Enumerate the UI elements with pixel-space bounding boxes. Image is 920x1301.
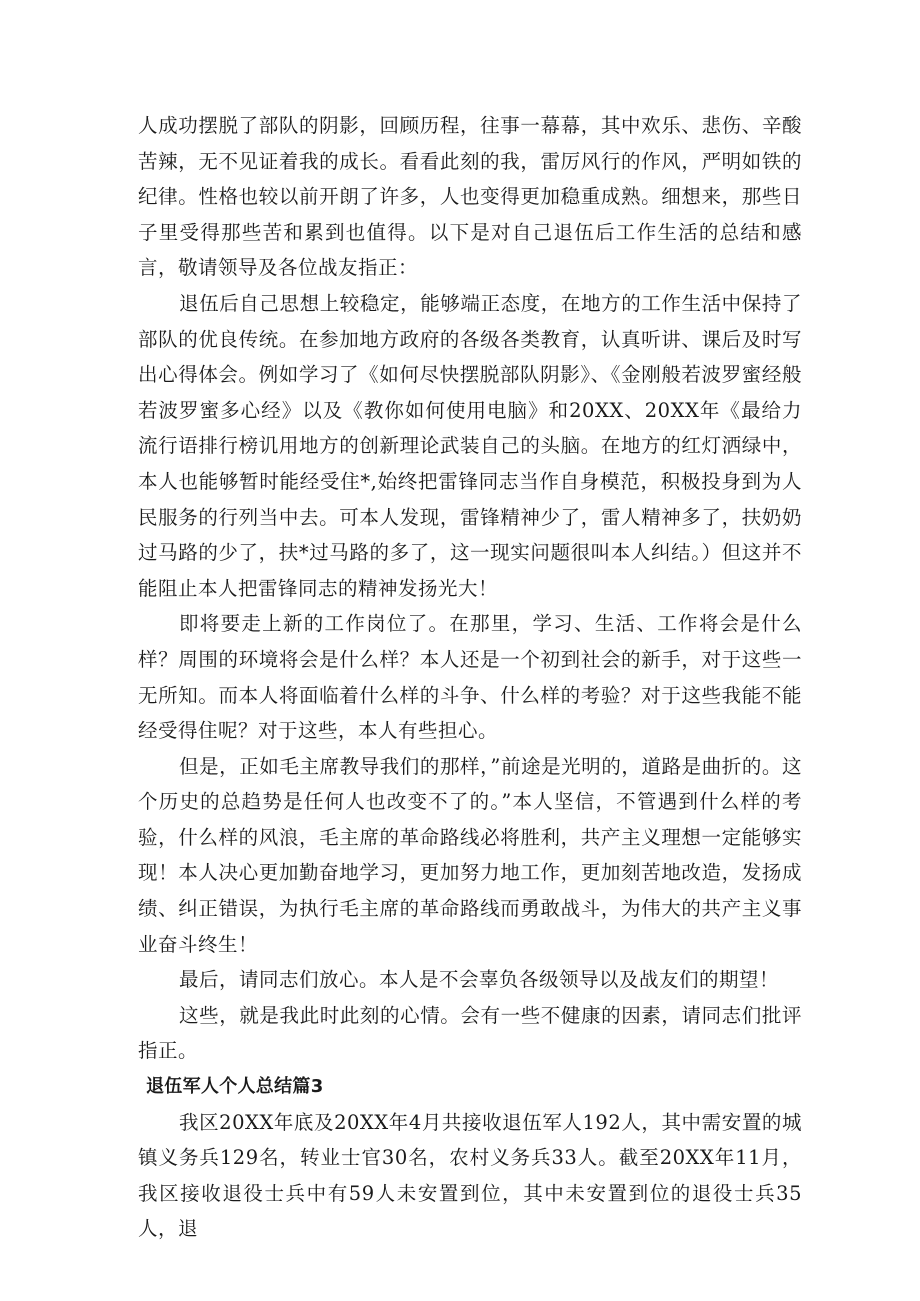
paragraph-new-post: 即将要走上新的工作岗位了。在那里，学习、生活、工作将会是什么样？周围的环境将会是什么样？本人还是一个初到社会的新手，对于这些一无所知。而本人将面临着什么样的斗争、什么样的考验？对于这些我能不能经受得住呢？对于这些，本人有些担心。 xyxy=(138,612,802,743)
paragraph-continuation: 人成功摆脱了部队的阴影，回顾历程，往事一幕幕，其中欢乐、悲伤、辛酸苦辣，无不见证着我的成长。看看此刻的我，雷厉风行的作风，严明如铁的纪律。性格也较以前开朗了许多，人也变得更加稳重成熟。细想来，那些日子里受得那些苦和累到也值得。以下是对自己退伍后工作生活的总结和感言，敬请领导及各位战友指正： xyxy=(138,114,802,280)
paragraph-resolution: 但是，正如毛主席教导我们的那样，”前途是光明的，道路是曲折的。这个历史的总趋势是任何人也改变不了的。”本人坚信，不管遇到什么样的考验，什么样的风浪，毛主席的革命路线必将胜利，共产主义理想一定能够实现！本人决心更加勤奋地学习，更加努力地工作，更加刻苦地改造，发扬成绩、纠正错误，为执行毛主席的革命路线而勇敢战斗，为伟大的共产主义事业奋斗终生！ xyxy=(138,754,802,956)
paragraph-closing-remarks: 这些，就是我此时此刻的心情。会有一些不健康的因素，请同志们批评指正。 xyxy=(138,1003,802,1063)
document-page xyxy=(138,108,802,1247)
paragraph-thought-status: 退伍后自己思想上较稳定，能够端正态度，在地方的工作生活中保持了部队的优良传统。在参加地方政府的各级各类教育，认真听讲、课后及时写出心得体会。例如学习了《如何尽快摆脱部队阴影》、《金刚般若波罗蜜经般若波罗蜜多心经》以及《教你如何使用电脑》和20XX、20XX年《最给力流行语排行榜讥用地方的创新理论武装自己的头脑。在地方的红灯洒绿中，本人也能够暂时能经受住*,始终把雷锋同志当作自身模范，积极投身到为人民服务的行列当中去。可本人发现，雷锋精神少了，雷人精神多了，扶奶奶过马路的少了，扶*过马路的多了，这一现实问题很叫本人纠结。）但这并不能阻止本人把雷锋同志的精神发扬光大！ xyxy=(138,291,802,600)
section-heading: 退伍军人个人总结篇3 xyxy=(146,1076,324,1098)
paragraph-closing-assurance: 最后，请同志们放心。本人是不会辜负各级领导以及战友们的期望！ xyxy=(179,968,780,992)
paragraph-section-intro: 我区20XX年底及20XX年4月共接收退伍军人192人，其中需安置的城镇义务兵129名，转业士官30名，农村义务兵33人。截至20XX年11月，我区接收退役士兵中有59人未安置到位，其中未安置到位的退役士兵35人，退 xyxy=(138,1110,802,1241)
